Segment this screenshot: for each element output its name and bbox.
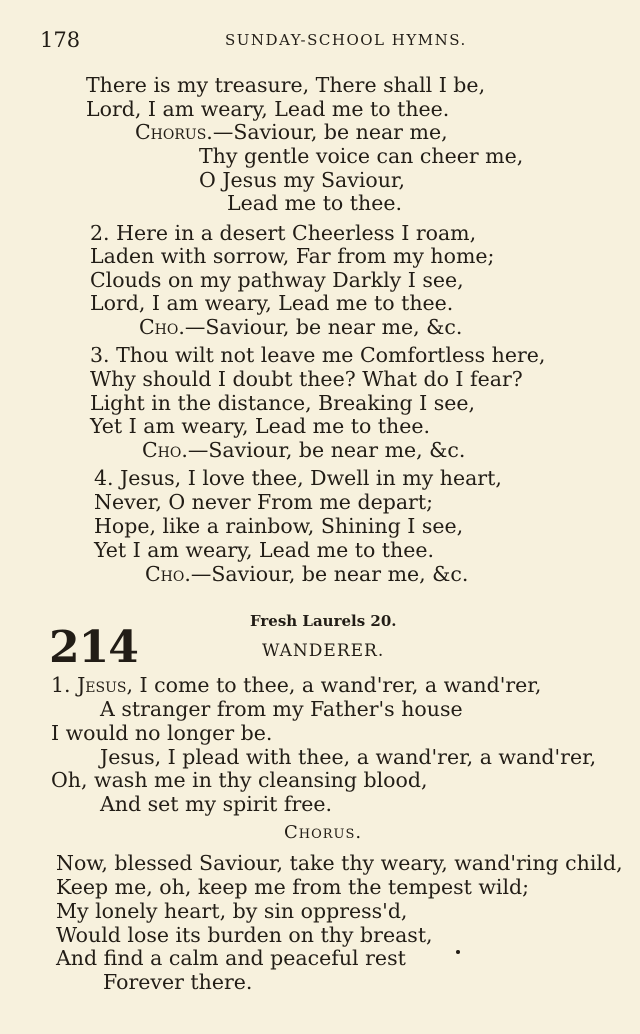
cho-line: Cho.—Saviour, be near me, &c. xyxy=(139,315,463,339)
prev-hymn-line: Lord, I am weary, Lead me to thee. xyxy=(86,97,450,121)
prev-hymn-chorus-line: Thy gentle voice can cheer me, xyxy=(199,144,524,168)
hymn-verse-line: Oh, wash me in thy cleansing blood, xyxy=(51,768,428,792)
verse-line: Why should I doubt thee? What do I fear? xyxy=(90,367,523,391)
verse-line: Never, O never From me depart; xyxy=(94,490,434,514)
verse-line: Yet I am weary, Lead me to thee. xyxy=(94,538,435,562)
prev-hymn-chorus-line: O Jesus my Saviour, xyxy=(199,168,405,192)
chorus-line: Forever there. xyxy=(103,970,253,994)
chorus-line: And find a calm and peaceful rest xyxy=(56,946,406,970)
chorus-line: Would lose its burden on thy breast, xyxy=(56,923,433,947)
tune-reference: Fresh Laurels 20. xyxy=(250,612,397,630)
hymn-verse-line: I would no longer be. xyxy=(51,721,273,745)
verse-line: 4. Jesus, I love thee, Dwell in my heart, xyxy=(94,466,502,490)
cho-line: Cho.—Saviour, be near me, &c. xyxy=(142,438,466,462)
hymn-verse-line: Jesus, I plead with thee, a wand'rer, a wand'rer, xyxy=(100,745,597,769)
verse-line: Hope, like a rainbow, Shining I see, xyxy=(94,514,464,538)
chorus-heading: Chorus. xyxy=(284,822,363,843)
hymn-verse-line: And set my spirit free. xyxy=(100,792,333,816)
verse-line: Yet I am weary, Lead me to thee. xyxy=(90,414,431,438)
verse-line: 3. Thou wilt not leave me Comfortless here, xyxy=(90,343,546,367)
verse-line: Lord, I am weary, Lead me to thee. xyxy=(90,291,454,315)
hymn-verse-line: 1. Jesus, I come to thee, a wand'rer, a wand'rer, xyxy=(51,673,542,697)
chorus-label: Chorus. xyxy=(135,120,213,144)
tune-name: WANDERER. xyxy=(262,641,385,661)
chorus-line: My lonely heart, by sin oppress'd, xyxy=(56,899,408,923)
hymn-number: 214 xyxy=(49,622,138,673)
verse-line: 2. Here in a desert Cheerless I roam, xyxy=(90,221,477,245)
prev-hymn-chorus-line: Chorus.—Saviour, be near me, xyxy=(135,120,448,144)
page-number: 178 xyxy=(40,28,81,52)
cho-line: Cho.—Saviour, be near me, &c. xyxy=(145,562,469,586)
prev-hymn-chorus-line: Lead me to thee. xyxy=(227,191,403,215)
verse-line: Clouds on my pathway Darkly I see, xyxy=(90,268,464,292)
prev-hymn-line: There is my treasure, There shall I be, xyxy=(86,73,486,97)
print-speck xyxy=(456,950,460,954)
verse-line: Light in the distance, Breaking I see, xyxy=(90,391,476,415)
running-title: SUNDAY-SCHOOL HYMNS. xyxy=(225,31,467,49)
verse-line: Laden with sorrow, Far from my home; xyxy=(90,244,495,268)
hymn-verse-line: A stranger from my Father's house xyxy=(100,697,463,721)
chorus-line: Now, blessed Saviour, take thy weary, wand'ring child, xyxy=(56,851,623,875)
page-header xyxy=(40,28,600,54)
cho-label: Cho. xyxy=(145,562,191,586)
first-word: Jesus xyxy=(77,673,127,697)
cho-label: Cho. xyxy=(142,438,188,462)
cho-label: Cho. xyxy=(139,315,185,339)
chorus-line: Keep me, oh, keep me from the tempest wild; xyxy=(56,875,530,899)
